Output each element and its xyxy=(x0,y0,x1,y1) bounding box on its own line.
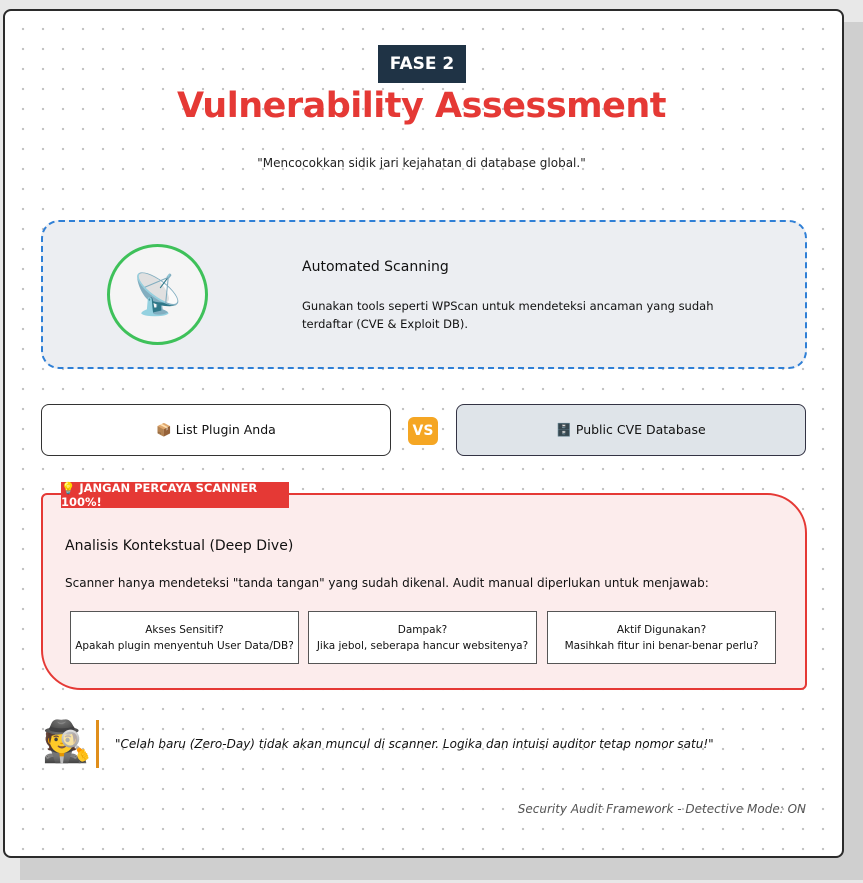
warning-title: Analisis Kontekstual (Deep Dive) xyxy=(65,538,294,554)
question-title: Dampak? xyxy=(397,623,448,636)
question-card xyxy=(547,611,776,664)
vs-icon: VS xyxy=(408,417,438,445)
detective-icon: 🕵️ xyxy=(42,719,92,765)
page-title: Vulnerability Assessment xyxy=(176,86,667,126)
cve-database-box: 🗄️ Public CVE Database xyxy=(456,404,806,456)
question-text: Apakah plugin menyentuh User Data/DB? xyxy=(75,639,294,652)
question-text: Jika jebol, seberapa hancur websitenya? xyxy=(316,639,529,652)
automated-scanning-description: Gunakan tools seperti WPScan untuk mendeteksi ancaman yang sudah terdaftar (CVE & Exploit DB). xyxy=(302,299,714,331)
question-title: Akses Sensitif? xyxy=(145,623,224,636)
warning-tag: 💡 JANGAN PERCAYA SCANNER 100%! xyxy=(61,482,289,508)
question-text: Masihkah fitur ini benar-benar perlu? xyxy=(564,639,759,652)
automated-scanning-title: Automated Scanning xyxy=(302,259,449,275)
quote-text: "Celah baru (Zero-Day) tidak akan muncul di scanner. Logika dan intuisi auditor tetap nomor satu!" xyxy=(115,737,714,751)
phase-badge: FASE 2 xyxy=(378,45,466,83)
page-subtitle: "Mencocokkan sidik jari kejahatan di database global." xyxy=(257,156,586,170)
quote-divider xyxy=(96,720,99,768)
satellite-dish-icon: 📡 xyxy=(107,244,208,345)
plugin-list-box: 📦 List Plugin Anda xyxy=(41,404,391,456)
question-card xyxy=(70,611,299,664)
footer-text: Security Audit Framework - Detective Mode: ON xyxy=(517,802,806,816)
warning-description: Scanner hanya mendeteksi "tanda tangan" yang sudah dikenal. Audit manual diperlukan untuk menjawab: xyxy=(65,576,709,590)
question-card xyxy=(308,611,537,664)
question-title: Aktif Digunakan? xyxy=(616,623,707,636)
